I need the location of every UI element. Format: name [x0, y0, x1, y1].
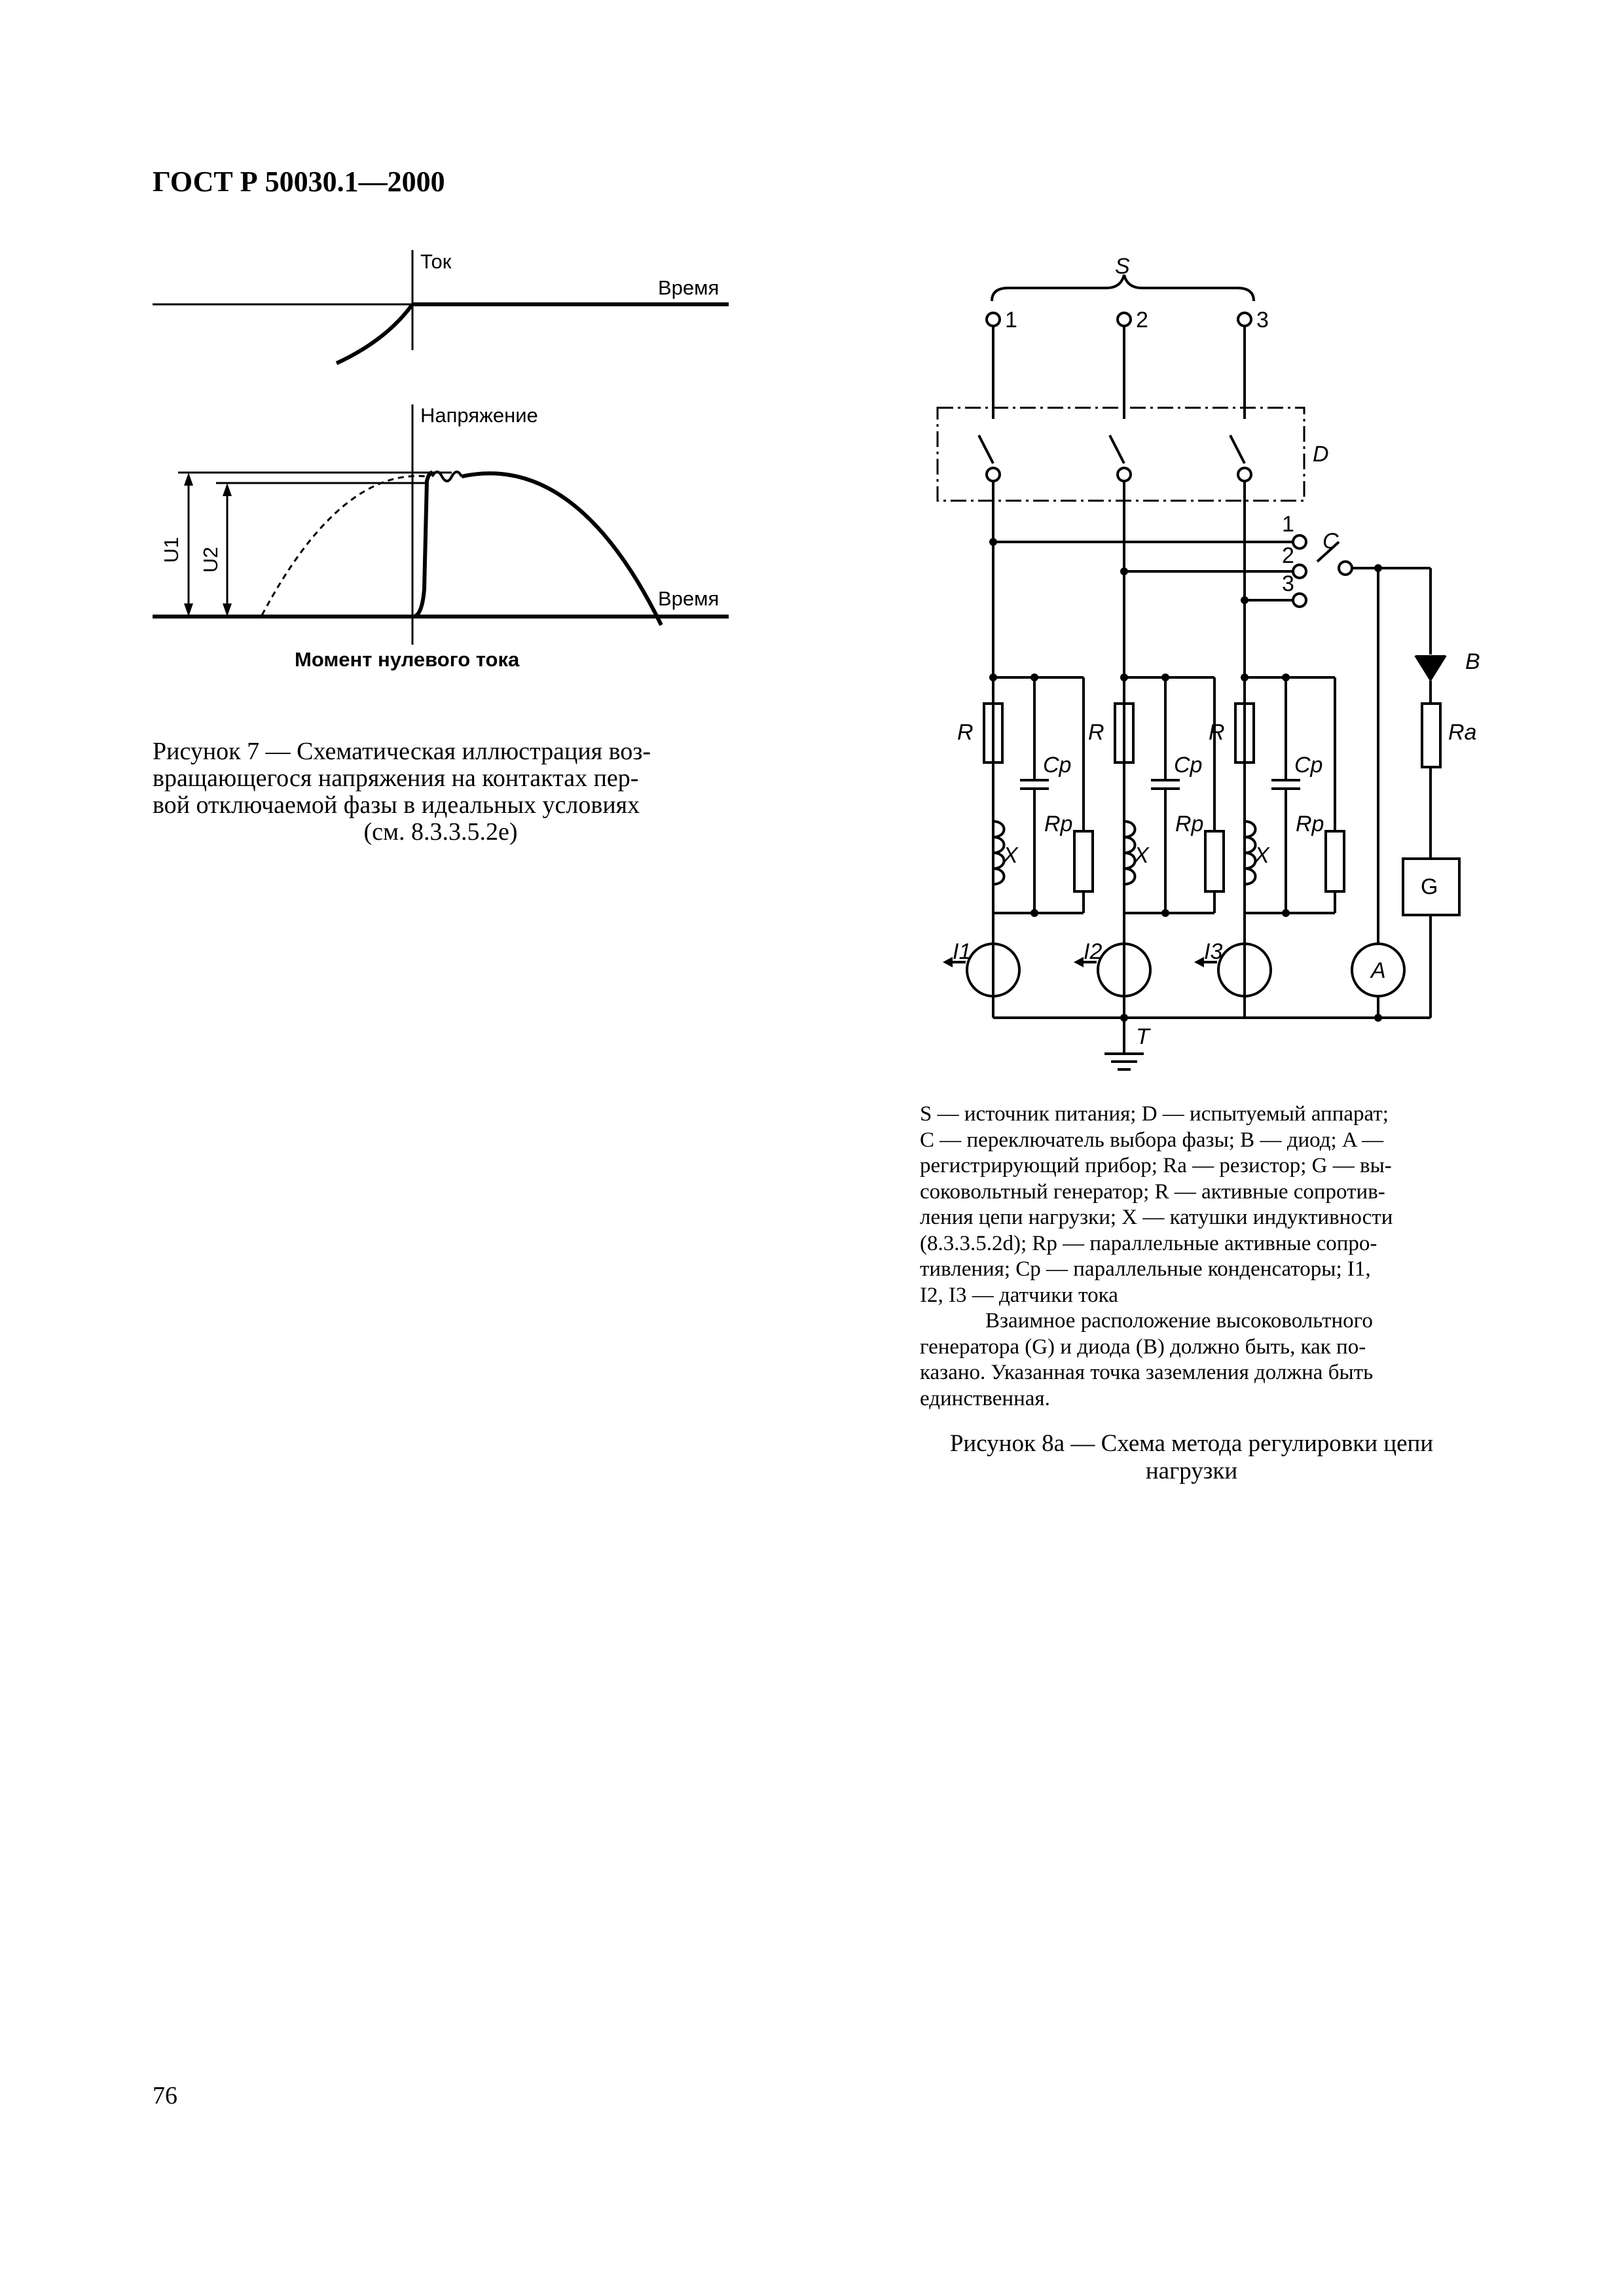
legend-line: S — источник питания; D — испытуемый аппарат; — [920, 1102, 1389, 1126]
label-x-2: X — [1134, 843, 1149, 868]
terminal-2 — [1118, 313, 1131, 326]
label-r-3: R — [1209, 720, 1225, 745]
caption-line: Рисунок 8а — Схема метода регулировки цепи — [949, 1430, 1434, 1457]
caption-line: вращающегося напряжения на контактах пер- — [153, 764, 639, 792]
caption-ref: (см. 8.3.3.5.2е) — [363, 818, 518, 846]
note-line: единственная. — [920, 1386, 1050, 1410]
resistor-rp-3 — [1326, 831, 1344, 891]
legend-line: регистрирующий прибор; Ra — резистор; G — вы- — [920, 1154, 1392, 1177]
figure-8a-caption — [920, 1430, 1463, 1485]
label-cp-1: Cp — [1043, 753, 1072, 778]
label-i2: I2 — [1084, 939, 1103, 964]
diode-b-triangle — [1415, 656, 1446, 681]
bottom-xlabel: Время — [658, 587, 720, 610]
selector-contact-1 — [1293, 535, 1306, 548]
caption-line: нагрузки — [1145, 1458, 1238, 1484]
label-d: D — [1313, 442, 1329, 467]
label-g: G — [1421, 874, 1438, 899]
label-x-1: X — [1003, 843, 1018, 868]
u1-label: U1 — [160, 537, 183, 563]
note-line: генератора (G) и диода (B) должно быть, как по- — [920, 1335, 1366, 1359]
s-brace — [992, 275, 1254, 301]
legend-line: C — переключатель выбора фазы; B — диод; A — — [920, 1128, 1384, 1152]
label-b: B — [1465, 649, 1480, 674]
figure-8a-legend — [920, 1102, 1463, 1308]
terminal-3 — [1238, 313, 1251, 326]
label-rp-2: Rp — [1175, 812, 1204, 836]
label-selector-3: 3 — [1282, 571, 1294, 596]
selector-contact-3 — [1293, 594, 1306, 607]
figure-8a-circuit — [0, 0, 1623, 1113]
label-r-2: R — [1088, 720, 1104, 745]
label-i3: I3 — [1204, 939, 1223, 964]
label-s: S — [1115, 254, 1130, 279]
label-cp-2: Cp — [1174, 753, 1203, 778]
legend-line: соковольтный генератор; R — активные сопротив- — [920, 1179, 1385, 1204]
page-header-title: ГОСТ Р 50030.1—2000 — [153, 166, 445, 198]
legend-line: (8.3.3.5.2d); Rp — параллельные активные сопро- — [920, 1231, 1377, 1255]
label-i1: I1 — [953, 939, 972, 964]
terminal-1 — [987, 313, 1000, 326]
resistor-rp-1 — [1074, 831, 1093, 891]
label-rp-1: Rp — [1044, 812, 1073, 836]
moment-zero-current-label: Момент нулевого тока — [295, 648, 520, 671]
note-line: Взаимное расположение высоковольтного — [985, 1309, 1373, 1333]
caption-line: вой отключаемой фазы в идеальных условиях — [153, 791, 640, 819]
label-selector-1: 1 — [1282, 512, 1294, 537]
switch-3 — [1230, 435, 1245, 463]
top-ylabel: Ток — [420, 250, 452, 273]
label-terminal-1: 1 — [1005, 308, 1017, 332]
note-line: казано. Указанная точка заземления должна быть — [920, 1361, 1374, 1384]
label-x-3: X — [1254, 843, 1269, 868]
page-number: 76 — [153, 2082, 177, 2109]
caption-line: Рисунок 7 — Схематическая иллюстрация воз- — [153, 738, 651, 765]
u2-label: U2 — [199, 547, 222, 573]
label-terminal-2: 2 — [1136, 308, 1148, 332]
label-r-1: R — [957, 720, 974, 745]
legend-line: ления цепи нагрузки; X — катушки индуктивности — [920, 1206, 1393, 1229]
label-cp-3: Cp — [1294, 753, 1323, 778]
switch-2 — [1110, 435, 1124, 463]
switch-1 — [979, 435, 993, 463]
label-terminal-3: 3 — [1256, 308, 1269, 332]
label-selector-2: 2 — [1282, 543, 1294, 568]
label-c: C — [1322, 529, 1339, 554]
label-t: T — [1136, 1024, 1150, 1049]
label-a: A — [1371, 958, 1386, 983]
label-rp-3: Rp — [1296, 812, 1324, 836]
top-xlabel: Время — [658, 276, 720, 299]
legend-line: I2, I3 — датчики тока — [920, 1283, 1118, 1307]
legend-line: тивления; Cp — параллельные конденсаторы; I1, — [920, 1257, 1371, 1281]
resistor-rp-2 — [1205, 831, 1224, 891]
selector-contact-2 — [1293, 565, 1306, 578]
figure-8a-note — [920, 1308, 1463, 1412]
resistor-ra — [1422, 704, 1440, 767]
bottom-ylabel: Напряжение — [420, 404, 538, 427]
label-ra: Ra — [1448, 720, 1477, 745]
